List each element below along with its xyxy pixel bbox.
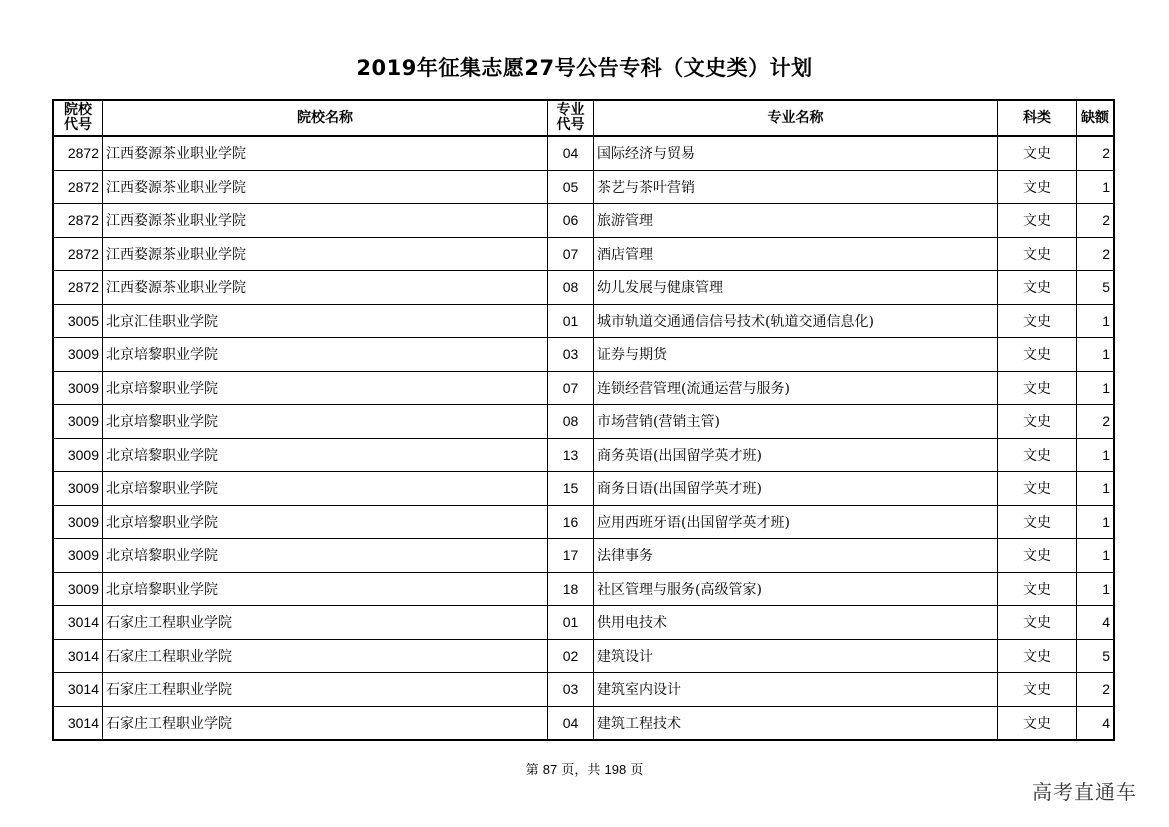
table-row — [53, 706, 1114, 740]
table-row — [53, 338, 1114, 372]
cell-school-name: 石家庄工程职业学院 — [103, 606, 548, 640]
cell-quota: 2 — [1077, 204, 1115, 238]
cell-major-code: 07 — [548, 237, 594, 271]
page-footer — [0, 759, 1169, 778]
cell-school-code: 2872 — [53, 271, 103, 305]
header-major-code-line1: 专业 — [556, 102, 585, 118]
cell-category: 文史 — [998, 271, 1077, 305]
cell-major-name: 法律事务 — [594, 539, 998, 573]
cell-school-name: 北京培黎职业学院 — [103, 371, 548, 405]
header-category: 科类 — [998, 100, 1077, 136]
cell-school-name: 北京培黎职业学院 — [103, 572, 548, 606]
cell-school-code: 3014 — [53, 639, 103, 673]
cell-school-name: 江西婺源茶业职业学院 — [103, 237, 548, 271]
cell-school-name: 石家庄工程职业学院 — [103, 706, 548, 740]
table-row — [53, 539, 1114, 573]
cell-category: 文史 — [998, 405, 1077, 439]
cell-major-name: 茶艺与茶叶营销 — [594, 170, 998, 204]
cell-quota: 2 — [1077, 405, 1115, 439]
cell-quota: 1 — [1077, 304, 1115, 338]
table-row — [53, 472, 1114, 506]
cell-major-name: 社区管理与服务(高级管家) — [594, 572, 998, 606]
cell-school-code: 3014 — [53, 606, 103, 640]
cell-school-name: 北京培黎职业学院 — [103, 539, 548, 573]
cell-category: 文史 — [998, 304, 1077, 338]
cell-major-code: 04 — [548, 136, 594, 170]
cell-category: 文史 — [998, 237, 1077, 271]
cell-quota: 1 — [1077, 338, 1115, 372]
cell-school-name: 北京培黎职业学院 — [103, 338, 548, 372]
cell-school-name: 北京培黎职业学院 — [103, 505, 548, 539]
cell-quota: 2 — [1077, 237, 1115, 271]
cell-quota: 1 — [1077, 170, 1115, 204]
cell-major-code: 02 — [548, 639, 594, 673]
table-row — [53, 572, 1114, 606]
cell-major-name: 供用电技术 — [594, 606, 998, 640]
cell-quota: 5 — [1077, 639, 1115, 673]
table-row — [53, 505, 1114, 539]
cell-major-code: 01 — [548, 304, 594, 338]
cell-school-code: 3009 — [53, 572, 103, 606]
cell-major-code: 01 — [548, 606, 594, 640]
cell-quota: 4 — [1077, 606, 1115, 640]
footer-prefix: 第 — [525, 763, 539, 778]
cell-school-code: 2872 — [53, 136, 103, 170]
table-row — [53, 237, 1114, 271]
cell-school-name: 北京汇佳职业学院 — [103, 304, 548, 338]
cell-major-name: 应用西班牙语(出国留学英才班) — [594, 505, 998, 539]
cell-school-name: 北京培黎职业学院 — [103, 405, 548, 439]
header-school-name: 院校名称 — [103, 100, 548, 136]
cell-quota: 1 — [1077, 572, 1115, 606]
cell-school-code: 3009 — [53, 505, 103, 539]
cell-school-code: 3009 — [53, 338, 103, 372]
cell-school-code: 2872 — [53, 237, 103, 271]
cell-category: 文史 — [998, 572, 1077, 606]
cell-major-code: 15 — [548, 472, 594, 506]
header-major-code — [548, 100, 594, 136]
header-row — [53, 100, 1114, 136]
header-major-code-line2: 代号 — [556, 117, 585, 133]
table-row — [53, 639, 1114, 673]
cell-major-code: 08 — [548, 405, 594, 439]
cell-major-name: 商务英语(出国留学英才班) — [594, 438, 998, 472]
cell-quota: 1 — [1077, 438, 1115, 472]
footer-page-number: 87 — [542, 762, 558, 777]
cell-major-code: 16 — [548, 505, 594, 539]
header-school-code-line1: 院校 — [64, 102, 92, 118]
page-title: 2019年征集志愿27号公告专科（文史类）计划 — [356, 56, 813, 80]
cell-major-name: 建筑工程技术 — [594, 706, 998, 740]
cell-school-name: 石家庄工程职业学院 — [103, 639, 548, 673]
cell-school-code: 3009 — [53, 438, 103, 472]
cell-major-code: 17 — [548, 539, 594, 573]
cell-category: 文史 — [998, 706, 1077, 740]
cell-major-code: 04 — [548, 706, 594, 740]
cell-major-code: 03 — [548, 338, 594, 372]
cell-major-name: 城市轨道交通通信信号技术(轨道交通信息化) — [594, 304, 998, 338]
cell-major-name: 国际经济与贸易 — [594, 136, 998, 170]
cell-quota: 4 — [1077, 706, 1115, 740]
table-row — [53, 204, 1114, 238]
cell-major-name: 商务日语(出国留学英才班) — [594, 472, 998, 506]
header-school-code — [53, 100, 103, 136]
cell-school-code: 2872 — [53, 170, 103, 204]
cell-major-code: 08 — [548, 271, 594, 305]
cell-major-name: 旅游管理 — [594, 204, 998, 238]
cell-quota: 2 — [1077, 673, 1115, 707]
cell-major-name: 幼儿发展与健康管理 — [594, 271, 998, 305]
cell-category: 文史 — [998, 338, 1077, 372]
table-row — [53, 170, 1114, 204]
cell-major-code: 06 — [548, 204, 594, 238]
cell-category: 文史 — [998, 639, 1077, 673]
cell-major-code: 13 — [548, 438, 594, 472]
watermark-text: 高考直通车 — [1032, 780, 1137, 804]
footer-total-pages: 198 — [604, 762, 627, 777]
cell-school-name: 江西婺源茶业职业学院 — [103, 170, 548, 204]
footer-middle: 页，共 — [561, 763, 601, 778]
cell-school-code: 3009 — [53, 539, 103, 573]
cell-major-code: 03 — [548, 673, 594, 707]
table-row — [53, 304, 1114, 338]
cell-major-code: 07 — [548, 371, 594, 405]
cell-category: 文史 — [998, 136, 1077, 170]
cell-school-name: 北京培黎职业学院 — [103, 438, 548, 472]
cell-category: 文史 — [998, 505, 1077, 539]
table-body — [53, 136, 1114, 740]
table-row — [53, 673, 1114, 707]
cell-school-code: 2872 — [53, 204, 103, 238]
cell-category: 文史 — [998, 539, 1077, 573]
cell-major-code: 05 — [548, 170, 594, 204]
cell-school-name: 江西婺源茶业职业学院 — [103, 204, 548, 238]
header-quota: 缺额 — [1077, 100, 1115, 136]
header-school-code-line2: 代号 — [64, 117, 92, 133]
cell-school-code: 3014 — [53, 673, 103, 707]
cell-school-name: 江西婺源茶业职业学院 — [103, 136, 548, 170]
footer-suffix: 页 — [630, 763, 644, 778]
cell-category: 文史 — [998, 472, 1077, 506]
header-major-name: 专业名称 — [594, 100, 998, 136]
cell-major-name: 连锁经营管理(流通运营与服务) — [594, 371, 998, 405]
cell-school-name: 石家庄工程职业学院 — [103, 673, 548, 707]
cell-category: 文史 — [998, 371, 1077, 405]
cell-quota: 1 — [1077, 539, 1115, 573]
cell-quota: 5 — [1077, 271, 1115, 305]
cell-quota: 1 — [1077, 472, 1115, 506]
table-row — [53, 405, 1114, 439]
cell-major-name: 酒店管理 — [594, 237, 998, 271]
cell-category: 文史 — [998, 204, 1077, 238]
table-row — [53, 371, 1114, 405]
cell-category: 文史 — [998, 170, 1077, 204]
cell-school-code: 3009 — [53, 405, 103, 439]
table-row — [53, 136, 1114, 170]
cell-school-code: 3014 — [53, 706, 103, 740]
cell-school-name: 江西婺源茶业职业学院 — [103, 271, 548, 305]
table-row — [53, 606, 1114, 640]
cell-quota: 1 — [1077, 371, 1115, 405]
cell-major-name: 建筑设计 — [594, 639, 998, 673]
cell-category: 文史 — [998, 606, 1077, 640]
cell-major-name: 建筑室内设计 — [594, 673, 998, 707]
cell-school-code: 3005 — [53, 304, 103, 338]
table-row — [53, 438, 1114, 472]
cell-school-code: 3009 — [53, 371, 103, 405]
cell-quota: 2 — [1077, 136, 1115, 170]
cell-major-name: 证券与期货 — [594, 338, 998, 372]
cell-school-code: 3009 — [53, 472, 103, 506]
table-header — [53, 100, 1114, 136]
cell-major-code: 18 — [548, 572, 594, 606]
cell-major-name: 市场营销(营销主管) — [594, 405, 998, 439]
plan-table — [52, 99, 1115, 741]
cell-school-name: 北京培黎职业学院 — [103, 472, 548, 506]
cell-quota: 1 — [1077, 505, 1115, 539]
cell-category: 文史 — [998, 673, 1077, 707]
table-row — [53, 271, 1114, 305]
cell-category: 文史 — [998, 438, 1077, 472]
